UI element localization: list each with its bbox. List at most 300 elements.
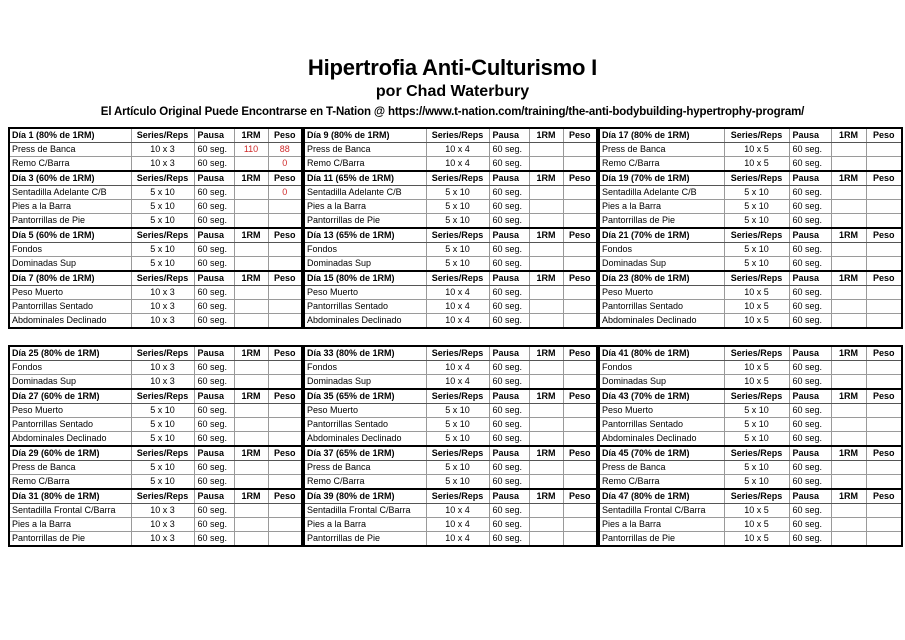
exercise-row: [304, 213, 597, 228]
exercise-name: Sentadilla Frontal C/Barra: [599, 503, 724, 517]
exercise-1rm-value[interactable]: [529, 142, 563, 156]
day-header-row: [304, 271, 597, 286]
exercise-series-reps: 10 x 3: [131, 156, 194, 171]
exercise-name: Remo C/Barra: [304, 474, 426, 489]
exercise-pausa: 60 seg.: [194, 256, 234, 271]
exercise-row: [599, 185, 902, 199]
exercise-1rm-value[interactable]: [234, 417, 268, 431]
exercise-row: [304, 285, 597, 299]
exercise-peso-value[interactable]: [563, 403, 597, 417]
exercise-peso-value[interactable]: [563, 460, 597, 474]
column-header-1rm: 1RM: [529, 389, 563, 404]
column-header-1rm: 1RM: [831, 346, 866, 361]
exercise-peso-value[interactable]: [268, 242, 302, 256]
day-title: Día 1 (80% de 1RM): [9, 128, 131, 143]
exercise-pausa: 60 seg.: [194, 185, 234, 199]
column-header-pausa: Pausa: [489, 389, 529, 404]
exercise-1rm-value[interactable]: [234, 185, 268, 199]
exercise-peso-value[interactable]: [268, 403, 302, 417]
block-lower: [8, 345, 897, 547]
exercise-pausa: 60 seg.: [789, 417, 831, 431]
exercise-peso-value[interactable]: [268, 199, 302, 213]
exercise-name: Fondos: [9, 360, 131, 374]
exercise-peso-value[interactable]: [866, 142, 902, 156]
day-title: Día 37 (65% de 1RM): [304, 446, 426, 461]
exercise-name: Peso Muerto: [9, 403, 131, 417]
exercise-row: [9, 460, 302, 474]
column-header-1rm: 1RM: [831, 389, 866, 404]
exercise-1rm-value[interactable]: [831, 531, 866, 546]
column-header-pausa: Pausa: [194, 271, 234, 286]
exercise-name: Dominadas Sup: [9, 256, 131, 271]
column-header-peso: Peso: [866, 171, 902, 186]
exercise-row: [304, 374, 597, 389]
exercise-peso-value[interactable]: [866, 431, 902, 446]
exercise-1rm-value[interactable]: [831, 199, 866, 213]
exercise-pausa: 60 seg.: [789, 517, 831, 531]
exercise-peso-value[interactable]: [866, 517, 902, 531]
block-upper: [8, 127, 897, 329]
column-header-peso: Peso: [866, 446, 902, 461]
day-title: Día 39 (80% de 1RM): [304, 489, 426, 504]
exercise-peso-value[interactable]: [866, 460, 902, 474]
column-header-peso: Peso: [866, 128, 902, 143]
exercise-pausa: 60 seg.: [194, 403, 234, 417]
exercise-1rm-value[interactable]: [831, 403, 866, 417]
column-header-pausa: Pausa: [194, 228, 234, 243]
exercise-peso-value[interactable]: [563, 299, 597, 313]
exercise-1rm-value[interactable]: [529, 156, 563, 171]
exercise-1rm-value[interactable]: [529, 403, 563, 417]
exercise-row: [599, 403, 902, 417]
exercise-1rm-value[interactable]: [529, 460, 563, 474]
day-header-row: [9, 446, 302, 461]
exercise-row: [599, 299, 902, 313]
exercise-series-reps: 5 x 10: [426, 256, 489, 271]
exercise-series-reps: 5 x 10: [426, 185, 489, 199]
day-header-row: [9, 346, 302, 361]
exercise-pausa: 60 seg.: [489, 431, 529, 446]
day-header-row: [9, 489, 302, 504]
exercise-name: Pies a la Barra: [9, 199, 131, 213]
exercise-peso-value[interactable]: [563, 199, 597, 213]
exercise-pausa: 60 seg.: [194, 142, 234, 156]
exercise-1rm-value[interactable]: [234, 374, 268, 389]
exercise-row: [599, 142, 902, 156]
exercise-peso-value[interactable]: [866, 360, 902, 374]
exercise-name: Pantorrillas de Pie: [304, 531, 426, 546]
exercise-1rm-value[interactable]: [529, 285, 563, 299]
exercise-series-reps: 10 x 4: [426, 285, 489, 299]
exercise-peso-value[interactable]: [268, 285, 302, 299]
day-title: Día 9 (80% de 1RM): [304, 128, 426, 143]
exercise-1rm-value[interactable]: [234, 431, 268, 446]
day-title: Día 5 (60% de 1RM): [9, 228, 131, 243]
source-attribution: El Artículo Original Puede Encontrarse en T-Nation @ https://www.t-nation.com/training/the-anti-bodybuilding-hypertrophy-program/: [100, 105, 805, 118]
exercise-1rm-value[interactable]: [831, 474, 866, 489]
exercise-row: [9, 285, 302, 299]
exercise-peso-value[interactable]: [866, 299, 902, 313]
exercise-peso-value[interactable]: 88: [268, 142, 302, 156]
column-header-series-reps: Series/Reps: [131, 446, 194, 461]
day-title: Día 3 (60% de 1RM): [9, 171, 131, 186]
exercise-peso-value[interactable]: [563, 503, 597, 517]
exercise-peso-value[interactable]: [866, 185, 902, 199]
exercise-name: Pantorrillas Sentado: [304, 417, 426, 431]
exercise-row: [599, 531, 902, 546]
exercise-1rm-value[interactable]: [234, 460, 268, 474]
exercise-peso-value[interactable]: [563, 313, 597, 328]
column-header-peso: Peso: [866, 346, 902, 361]
exercise-1rm-value[interactable]: [529, 213, 563, 228]
exercise-1rm-value[interactable]: [234, 360, 268, 374]
exercise-pausa: 60 seg.: [789, 213, 831, 228]
exercise-row: [599, 417, 902, 431]
exercise-pausa: 60 seg.: [489, 313, 529, 328]
exercise-peso-value[interactable]: [268, 313, 302, 328]
exercise-series-reps: 10 x 3: [131, 299, 194, 313]
exercise-peso-value[interactable]: [563, 256, 597, 271]
exercise-1rm-value[interactable]: [234, 199, 268, 213]
exercise-series-reps: 10 x 5: [724, 142, 789, 156]
exercise-pausa: 60 seg.: [489, 403, 529, 417]
exercise-1rm-value[interactable]: [831, 213, 866, 228]
schedule-table-lower-left: [8, 345, 303, 547]
exercise-1rm-value[interactable]: [529, 256, 563, 271]
exercise-1rm-value[interactable]: [831, 517, 866, 531]
exercise-peso-value[interactable]: [866, 374, 902, 389]
exercise-1rm-value[interactable]: [831, 374, 866, 389]
exercise-1rm-value[interactable]: [234, 299, 268, 313]
exercise-peso-value[interactable]: 0: [268, 185, 302, 199]
exercise-1rm-value[interactable]: [529, 503, 563, 517]
exercise-row: [304, 185, 597, 199]
exercise-1rm-value[interactable]: [529, 374, 563, 389]
exercise-series-reps: 10 x 5: [724, 374, 789, 389]
exercise-row: [9, 256, 302, 271]
exercise-peso-value[interactable]: [563, 156, 597, 171]
exercise-series-reps: 5 x 10: [131, 431, 194, 446]
day-title: Día 27 (60% de 1RM): [9, 389, 131, 404]
exercise-pausa: 60 seg.: [194, 199, 234, 213]
exercise-pausa: 60 seg.: [789, 185, 831, 199]
exercise-peso-value[interactable]: [866, 199, 902, 213]
column-header-peso: Peso: [268, 271, 302, 286]
column-header-series-reps: Series/Reps: [426, 446, 489, 461]
column-header-pausa: Pausa: [789, 171, 831, 186]
exercise-1rm-value[interactable]: [234, 474, 268, 489]
exercise-series-reps: 5 x 10: [426, 242, 489, 256]
column-header-series-reps: Series/Reps: [131, 271, 194, 286]
exercise-1rm-value[interactable]: [529, 185, 563, 199]
column-header-1rm: 1RM: [234, 346, 268, 361]
exercise-peso-value[interactable]: [268, 531, 302, 546]
exercise-1rm-value[interactable]: [234, 213, 268, 228]
exercise-series-reps: 10 x 3: [131, 313, 194, 328]
exercise-1rm-value[interactable]: [831, 299, 866, 313]
exercise-series-reps: 10 x 3: [131, 374, 194, 389]
exercise-series-reps: 5 x 10: [426, 213, 489, 228]
exercise-1rm-value[interactable]: [831, 460, 866, 474]
column-header-series-reps: Series/Reps: [426, 346, 489, 361]
day-header-row: [9, 171, 302, 186]
exercise-name: Fondos: [304, 360, 426, 374]
exercise-name: Pantorrillas Sentado: [599, 299, 724, 313]
exercise-1rm-value[interactable]: [529, 313, 563, 328]
exercise-pausa: 60 seg.: [194, 285, 234, 299]
column-header-peso: Peso: [268, 489, 302, 504]
exercise-series-reps: 10 x 4: [426, 374, 489, 389]
exercise-1rm-value[interactable]: [234, 403, 268, 417]
day-header-row: [9, 389, 302, 404]
exercise-peso-value[interactable]: [866, 417, 902, 431]
exercise-series-reps: 5 x 10: [131, 403, 194, 417]
column-header-1rm: 1RM: [234, 489, 268, 504]
exercise-1rm-value[interactable]: [529, 242, 563, 256]
exercise-1rm-value[interactable]: [234, 256, 268, 271]
exercise-1rm-value[interactable]: [831, 431, 866, 446]
exercise-row: [304, 256, 597, 271]
column-header-1rm: 1RM: [234, 171, 268, 186]
exercise-pausa: 60 seg.: [194, 460, 234, 474]
column-header-series-reps: Series/Reps: [426, 489, 489, 504]
exercise-pausa: 60 seg.: [489, 299, 529, 313]
exercise-series-reps: 5 x 10: [131, 474, 194, 489]
exercise-peso-value[interactable]: [866, 474, 902, 489]
exercise-peso-value[interactable]: [563, 360, 597, 374]
column-header-series-reps: Series/Reps: [724, 346, 789, 361]
day-header-row: [304, 489, 597, 504]
exercise-pausa: 60 seg.: [489, 199, 529, 213]
column-header-pausa: Pausa: [489, 228, 529, 243]
exercise-pausa: 60 seg.: [489, 531, 529, 546]
exercise-peso-value[interactable]: [268, 417, 302, 431]
exercise-peso-value[interactable]: [866, 503, 902, 517]
column-header-peso: Peso: [563, 271, 597, 286]
day-title: Día 19 (70% de 1RM): [599, 171, 724, 186]
column-header-1rm: 1RM: [529, 228, 563, 243]
exercise-name: Remo C/Barra: [599, 156, 724, 171]
exercise-peso-value[interactable]: [866, 156, 902, 171]
day-title: Día 45 (70% de 1RM): [599, 446, 724, 461]
exercise-peso-value[interactable]: [563, 417, 597, 431]
day-title: Día 43 (70% de 1RM): [599, 389, 724, 404]
exercise-name: Abdominales Declinado: [599, 313, 724, 328]
exercise-peso-value[interactable]: [268, 256, 302, 271]
exercise-1rm-value[interactable]: [529, 199, 563, 213]
exercise-1rm-value[interactable]: [234, 285, 268, 299]
exercise-1rm-value[interactable]: [529, 474, 563, 489]
exercise-peso-value[interactable]: [268, 213, 302, 228]
exercise-peso-value[interactable]: [866, 242, 902, 256]
exercise-series-reps: 5 x 10: [426, 199, 489, 213]
exercise-name: Sentadilla Adelante C/B: [9, 185, 131, 199]
exercise-1rm-value[interactable]: [234, 156, 268, 171]
exercise-1rm-value[interactable]: [529, 360, 563, 374]
exercise-name: Pantorrillas Sentado: [9, 299, 131, 313]
exercise-name: Sentadilla Frontal C/Barra: [304, 503, 426, 517]
exercise-peso-value[interactable]: [563, 474, 597, 489]
exercise-peso-value[interactable]: [563, 242, 597, 256]
column-header-series-reps: Series/Reps: [131, 389, 194, 404]
exercise-1rm-value[interactable]: [234, 503, 268, 517]
exercise-peso-value[interactable]: [268, 474, 302, 489]
exercise-1rm-value[interactable]: [529, 417, 563, 431]
column-header-1rm: 1RM: [529, 346, 563, 361]
exercise-row: [304, 517, 597, 531]
column-header-1rm: 1RM: [234, 128, 268, 143]
exercise-series-reps: 10 x 3: [131, 517, 194, 531]
column-header-1rm: 1RM: [831, 128, 866, 143]
exercise-peso-value[interactable]: [866, 403, 902, 417]
exercise-peso-value[interactable]: [268, 299, 302, 313]
exercise-peso-value[interactable]: [268, 460, 302, 474]
column-header-peso: Peso: [563, 346, 597, 361]
exercise-pausa: 60 seg.: [789, 431, 831, 446]
exercise-peso-value[interactable]: [563, 431, 597, 446]
exercise-peso-value[interactable]: [563, 531, 597, 546]
exercise-peso-value[interactable]: [268, 503, 302, 517]
exercise-1rm-value[interactable]: [234, 517, 268, 531]
exercise-peso-value[interactable]: [268, 431, 302, 446]
exercise-1rm-value[interactable]: [234, 242, 268, 256]
exercise-1rm-value[interactable]: [831, 417, 866, 431]
exercise-1rm-value[interactable]: [529, 517, 563, 531]
exercise-name: Fondos: [9, 242, 131, 256]
exercise-series-reps: 5 x 10: [724, 403, 789, 417]
column-header-peso: Peso: [268, 346, 302, 361]
exercise-1rm-value[interactable]: [831, 285, 866, 299]
exercise-1rm-value[interactable]: [831, 503, 866, 517]
exercise-1rm-value[interactable]: [529, 431, 563, 446]
exercise-peso-value[interactable]: [563, 213, 597, 228]
exercise-peso-value[interactable]: [866, 313, 902, 328]
exercise-1rm-value[interactable]: [529, 299, 563, 313]
exercise-row: [599, 474, 902, 489]
exercise-peso-value[interactable]: 0: [268, 156, 302, 171]
column-header-pausa: Pausa: [789, 489, 831, 504]
exercise-peso-value[interactable]: [866, 213, 902, 228]
exercise-row: [599, 199, 902, 213]
column-header-pausa: Pausa: [489, 171, 529, 186]
column-header-1rm: 1RM: [234, 446, 268, 461]
page-title: Hipertrofia Anti-Culturismo I: [307, 55, 598, 80]
column-header-pausa: Pausa: [194, 346, 234, 361]
day-header-row: [599, 228, 902, 243]
exercise-row: [304, 474, 597, 489]
exercise-1rm-value[interactable]: [831, 142, 866, 156]
exercise-1rm-value[interactable]: [234, 313, 268, 328]
exercise-series-reps: 5 x 10: [724, 417, 789, 431]
exercise-pausa: 60 seg.: [489, 285, 529, 299]
exercise-peso-value[interactable]: [866, 256, 902, 271]
exercise-peso-value[interactable]: [268, 374, 302, 389]
column-header-series-reps: Series/Reps: [131, 346, 194, 361]
exercise-pausa: 60 seg.: [789, 374, 831, 389]
exercise-row: [9, 517, 302, 531]
exercise-name: Remo C/Barra: [9, 474, 131, 489]
exercise-row: [304, 403, 597, 417]
exercise-row: [9, 142, 302, 156]
exercise-series-reps: 5 x 10: [131, 242, 194, 256]
column-header-series-reps: Series/Reps: [724, 171, 789, 186]
exercise-series-reps: 10 x 4: [426, 299, 489, 313]
exercise-1rm-value[interactable]: [831, 156, 866, 171]
exercise-peso-value[interactable]: [268, 360, 302, 374]
exercise-row: [9, 299, 302, 313]
column-header-series-reps: Series/Reps: [724, 271, 789, 286]
exercise-series-reps: 10 x 3: [131, 360, 194, 374]
exercise-name: Pantorrillas Sentado: [304, 299, 426, 313]
column-header-series-reps: Series/Reps: [724, 389, 789, 404]
exercise-name: Pantorrillas de Pie: [304, 213, 426, 228]
exercise-peso-value[interactable]: [563, 142, 597, 156]
exercise-pausa: 60 seg.: [789, 156, 831, 171]
exercise-1rm-value[interactable]: [831, 360, 866, 374]
exercise-name: Press de Banca: [9, 142, 131, 156]
exercise-name: Pantorrillas de Pie: [599, 531, 724, 546]
exercise-name: Dominadas Sup: [304, 374, 426, 389]
exercise-peso-value[interactable]: [268, 517, 302, 531]
day-header-row: [304, 171, 597, 186]
column-header-1rm: 1RM: [234, 271, 268, 286]
exercise-row: [9, 199, 302, 213]
exercise-name: Dominadas Sup: [599, 256, 724, 271]
exercise-name: Peso Muerto: [9, 285, 131, 299]
column-header-peso: Peso: [268, 228, 302, 243]
column-header-peso: Peso: [563, 446, 597, 461]
exercise-peso-value[interactable]: [866, 285, 902, 299]
column-header-series-reps: Series/Reps: [426, 128, 489, 143]
column-header-pausa: Pausa: [489, 446, 529, 461]
exercise-peso-value[interactable]: [563, 374, 597, 389]
exercise-1rm-value[interactable]: 110: [234, 142, 268, 156]
column-header-series-reps: Series/Reps: [131, 228, 194, 243]
exercise-series-reps: 5 x 10: [426, 431, 489, 446]
exercise-series-reps: 10 x 4: [426, 531, 489, 546]
exercise-name: Pantorrillas Sentado: [599, 417, 724, 431]
exercise-pausa: 60 seg.: [489, 185, 529, 199]
exercise-pausa: 60 seg.: [489, 142, 529, 156]
exercise-pausa: 60 seg.: [489, 156, 529, 171]
exercise-peso-value[interactable]: [563, 285, 597, 299]
exercise-pausa: 60 seg.: [194, 417, 234, 431]
exercise-peso-value[interactable]: [563, 517, 597, 531]
exercise-row: [304, 460, 597, 474]
exercise-series-reps: 5 x 10: [131, 256, 194, 271]
exercise-peso-value[interactable]: [866, 531, 902, 546]
day-header-row: [304, 128, 597, 143]
exercise-row: [599, 517, 902, 531]
exercise-peso-value[interactable]: [563, 185, 597, 199]
exercise-name: Peso Muerto: [599, 285, 724, 299]
exercise-series-reps: 10 x 3: [131, 503, 194, 517]
exercise-name: Pies a la Barra: [304, 517, 426, 531]
exercise-series-reps: 10 x 5: [724, 285, 789, 299]
exercise-1rm-value[interactable]: [831, 256, 866, 271]
exercise-1rm-value[interactable]: [831, 242, 866, 256]
exercise-row: [9, 213, 302, 228]
column-header-1rm: 1RM: [234, 228, 268, 243]
exercise-pausa: 60 seg.: [194, 156, 234, 171]
exercise-1rm-value[interactable]: [831, 313, 866, 328]
exercise-1rm-value[interactable]: [529, 531, 563, 546]
exercise-1rm-value[interactable]: [831, 185, 866, 199]
exercise-pausa: 60 seg.: [489, 517, 529, 531]
column-header-peso: Peso: [563, 489, 597, 504]
exercise-1rm-value[interactable]: [234, 531, 268, 546]
column-header-series-reps: Series/Reps: [426, 271, 489, 286]
